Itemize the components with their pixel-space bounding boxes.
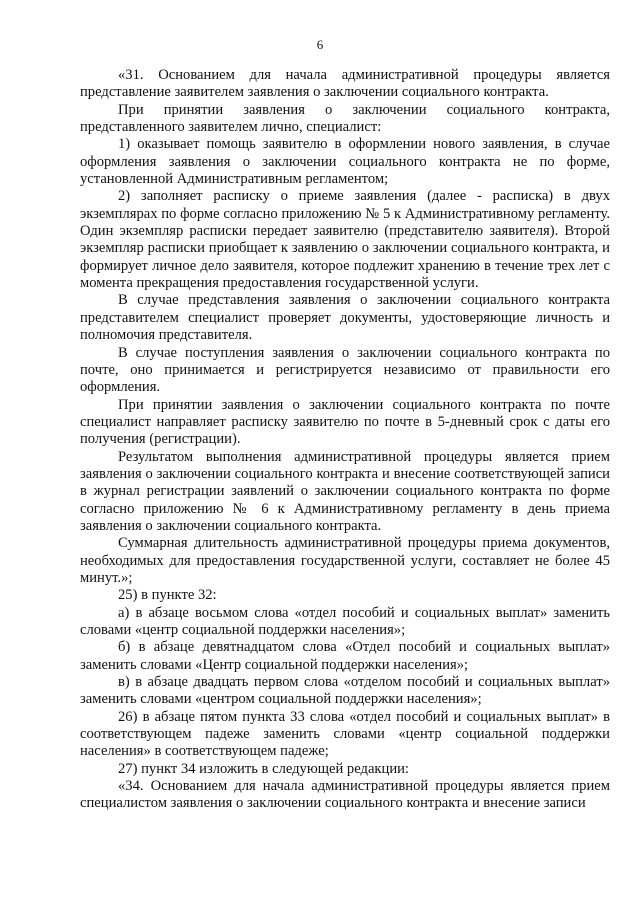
page-number: 6 <box>316 37 324 52</box>
paragraph-8: Результатом выполнения административной процедуры является прием заявления о заключении социального контракта и внесение соответствующей записи в журнал регистрации заявлений о заключении социального контракта по форме согласно приложению № 6 к Административному регламенту в день приема заявления о заключении социального контракта. <box>80 448 610 534</box>
paragraph-11: а) в абзаце восьмом слова «отдел пособий и социальных выплат» заменить словами «центр социальной поддержки населения»; <box>80 604 610 638</box>
paragraph-7: При принятии заявления о заключении социального контракта по почте специалист направляет расписку заявителю по почте в 5-дневный срок с даты его получения (регистрации). <box>80 396 610 448</box>
paragraph-6: В случае поступления заявления о заключении социального контракта по почте, оно принимается и регистрируется независимо от правильности его оформления. <box>80 344 610 396</box>
paragraph-5: В случае представления заявления о заключении социального контракта представителем специалист проверяет документы, удостоверяющие личность и полномочия представителя. <box>80 292 610 344</box>
paragraph-14: 26) в абзаце пятом пункта 33 слова «отдел пособий и социальных выплат» в соответствующем падеже заменить словами «центр социальной поддержки населения» в соответствующем падеже; <box>80 708 610 760</box>
paragraph-13: в) в абзаце двадцать первом слова «отделом пособий и социальных выплат» заменить словами «центром социальной поддержки населения»; <box>80 674 610 708</box>
paragraph-10: 25) в пункте 32: <box>118 587 217 604</box>
document-body <box>80 67 610 813</box>
paragraph-4: 2) заполняет расписку о приеме заявления (далее - расписка) в двух экземплярах по форме согласно приложению № 5 к Административному регламенту. Один экземпляр расписки передает заявителю (представителю заявителя). Второй экземпляр расписки приобщает к заявлению о заключении социального контракта, и формирует личное дело заявителя, которое подлежит хранению в течение трех лет с момента прекращения предоставления государственной услуги. <box>80 188 610 292</box>
paragraph-16: «34. Основанием для начала административной процедуры является прием специалистом заявления о заключении социального контракта и внесение записи <box>80 778 610 812</box>
paragraph-15: 27) пункт 34 изложить в следующей редакции: <box>118 760 409 777</box>
paragraph-12: б) в абзаце девятнадцатом слова «Отдел пособий и социальных выплат» заменить словами «Центр социальной поддержки населения»; <box>80 639 610 673</box>
paragraph-3: 1) оказывает помощь заявителю в оформлении нового заявления, в случае оформления заявления о заключении социального контракта не по форме, установленной Административным регламентом; <box>80 136 610 188</box>
paragraph-9: Суммарная длительность административной процедуры приема документов, необходимых для предоставления государственной услуги, составляет не более 45 минут.»; <box>80 535 610 586</box>
paragraph-1: «31. Основанием для начала административной процедуры является представление заявителем заявления о заключении социального контракта. <box>80 67 610 101</box>
paragraph-2: При принятии заявления о заключении социального контракта, представленного заявителем лично, специалист: <box>80 101 610 136</box>
